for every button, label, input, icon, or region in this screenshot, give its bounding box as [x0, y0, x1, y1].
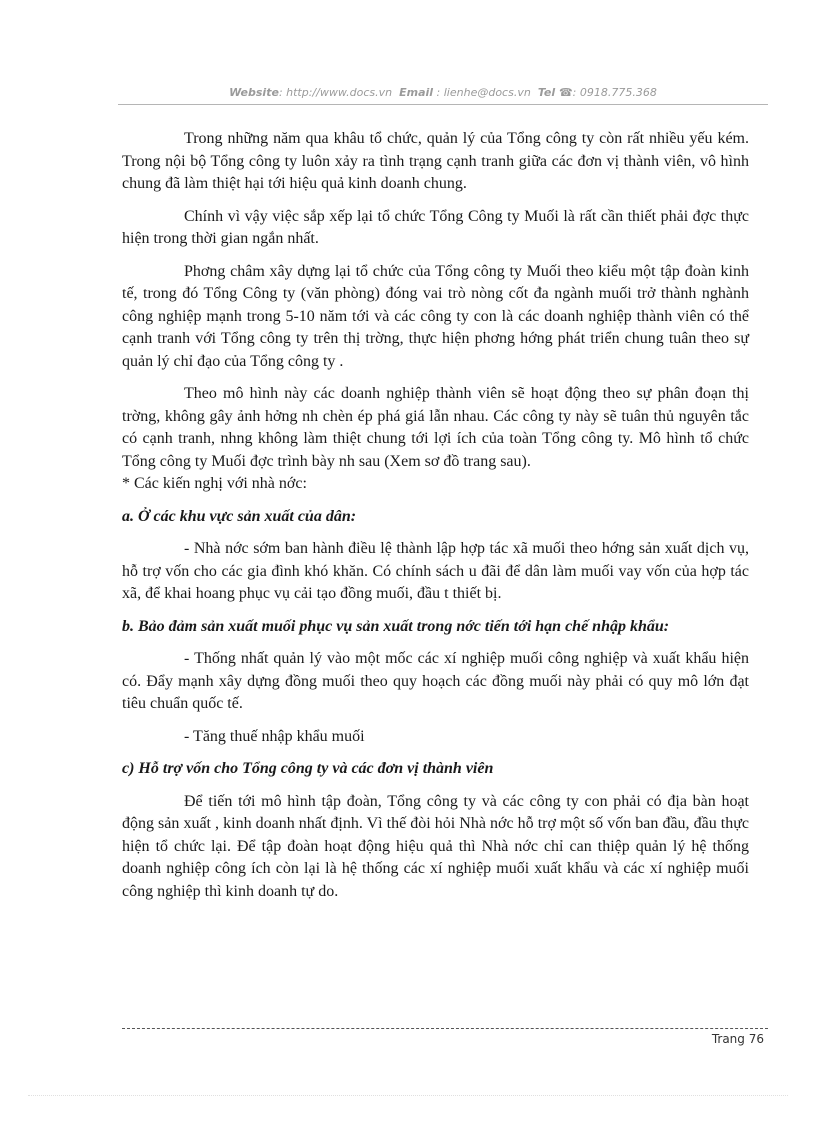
section-heading-b: b. Bảo đảm sản xuất muối phục vụ sản xuất trong nớc tiến tới hạn chế nhập khẩu:	[122, 617, 670, 635]
section-heading-c: c) Hỗ trợ vốn cho Tổng công ty và các đơn vị thành viên	[122, 760, 494, 777]
bottom-border	[28, 1095, 788, 1096]
paragraph-4: Theo mô hình này các doanh nghiệp thành viên sẽ hoạt động theo sự phân đoạn thị trờng, không gây ảnh hởng nh chèn ép phá giá lẫn nhau. Các công ty này sẽ tuân thủ nguyên tắc có cạnh tranh, nhng không làm thiệt chung tới lợi ích của toàn Tổng công ty. Mô hình tổ chức Tổng công ty Muối đợc trình bày nh sau (Xem sơ đồ trang sau).	[122, 385, 749, 470]
paragraph-3: Phơng châm xây dựng lại tổ chức của Tổng công ty Muối theo kiểu một tập đoàn kinh tế, trong đó Tổng Công ty (văn phòng) đóng vai trò nòng cốt đa ngành muối trở thành nghành công nghiệp mạnh trong 5-10 năm tới và các công ty con là các doanh nghiệp thành viên có thể cạnh tranh với Tổng công ty trên thị trờng, thực hiện phơng hớng phát triển chung tuân theo sự quản lý chỉ đạo của Tổng công ty .	[122, 262, 749, 370]
website-label: Website	[229, 86, 279, 99]
tel-value: : 0918.775.368	[572, 86, 657, 99]
page-number: Trang 76	[711, 1032, 764, 1046]
header-divider	[118, 104, 768, 105]
paragraph-9: Để tiến tới mô hình tập đoàn, Tổng công ty và các công ty con phải có địa bàn hoạt động sản xuất , kinh doanh nhất định. Vì thế đòi hỏi Nhà nớc hỗ trợ một số vốn ban đầu, đầu thực hiện tổ chức lại. Để tập đoàn hoạt động hiệu quả thì Nhà nớc chỉ can thiệp quản lý hệ thống doanh nghiệp công ích còn lại là hệ thống các xí nghiệp muối xuất khẩu và các xí nghiệp muối công nghiệp thì kinh doanh tự do.	[122, 792, 749, 900]
document-body	[122, 128, 749, 913]
paragraph-1: Trong những năm qua khâu tổ chức, quản lý của Tổng công ty còn rất nhiều yếu kém. Trong nội bộ Tổng công ty luôn xảy ra tình trạng cạnh tranh giữa các đơn vị thành viên, vô hình chung đã làm thiệt hại tới hiệu quả kinh doanh chung.	[122, 130, 749, 192]
paragraph-7: - Thống nhất quản lý vào một mốc các xí nghiệp muối công nghiệp và xuất khẩu hiện có. Đẩy mạnh xây dựng đồng muối theo quy hoạch các đồng muối này phải có quy mô lớn đạt tiêu chuẩn quốc tế.	[122, 650, 749, 712]
recommendations-intro: * Các kiến nghị với nhà nớc:	[122, 475, 307, 492]
section-heading-a: a. Ở các khu vực sản xuất của dân:	[122, 507, 357, 525]
paragraph-2: Chính vì vậy việc sắp xếp lại tổ chức Tổng Công ty Muối là rất cần thiết phải đợc thực hiện trong thời gian ngắn nhất.	[122, 207, 749, 247]
website-value: : http://www.docs.vn	[278, 86, 393, 99]
email-label: Email	[399, 86, 434, 99]
footer-divider	[122, 1028, 768, 1029]
page-header	[118, 86, 768, 99]
tel-label: Tel ☎	[537, 86, 573, 99]
email-value: : lienhe@docs.vn	[436, 86, 531, 99]
paragraph-6: - Nhà nớc sớm ban hành điều lệ thành lập hợp tác xã muối theo hớng sản xuất dịch vụ, hỗ trợ vốn cho các gia đình khó khăn. Có chính sách u đãi để dân làm muối vay vốn của hợp tác xã, để khai hoang phục vụ cải tạo đồng muối, đầu t thiết bị.	[122, 540, 749, 602]
paragraph-8: - Tăng thuế nhập khẩu muối	[184, 727, 365, 745]
